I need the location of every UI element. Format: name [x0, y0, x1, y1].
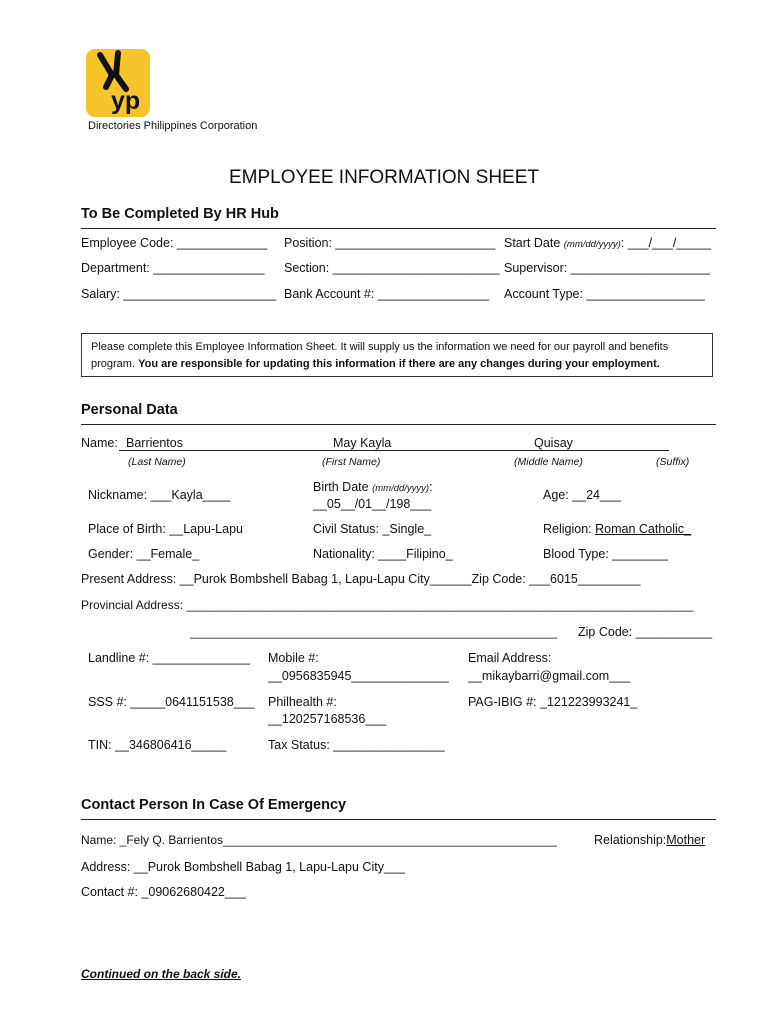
- emergency-contact-field: Contact #: _09062680422___: [81, 885, 246, 899]
- birth-date-value: __05__/01__/198___: [313, 497, 432, 511]
- personal-data-heading: Personal Data: [81, 402, 178, 418]
- pagibig-field: PAG-IBIG #: _121223993241_: [468, 695, 638, 709]
- philhealth-value: __120257168536___: [268, 712, 387, 726]
- relationship-field: Relationship:Mother: [594, 833, 706, 847]
- philhealth-label: Philhealth #:: [268, 695, 337, 709]
- hr-section-heading: To Be Completed By HR Hub: [81, 206, 279, 222]
- name-underline: [119, 450, 669, 451]
- age-field: Age: __24___: [543, 488, 621, 502]
- position-field: Position: _______________________: [284, 236, 496, 250]
- first-name-caption: (First Name): [322, 456, 381, 468]
- emergency-address-field: Address: __Purok Bombshell Babag 1, Lapu-Lapu City___: [81, 860, 405, 874]
- hr-divider: [81, 228, 716, 229]
- landline-field: Landline #: ______________: [88, 651, 250, 665]
- provincial-address-line2: _______________________________________________________: [190, 625, 558, 639]
- name-label: Name:: [81, 436, 122, 450]
- nationality-field: Nationality: ____Filipino_: [313, 547, 453, 561]
- notice-bold-text: You are responsible for updating this information if there are any changes during your employment.: [138, 358, 660, 370]
- personal-divider: [81, 424, 716, 425]
- bank-account-field: Bank Account #: ________________: [284, 287, 490, 301]
- mobile-value: __0956835945______________: [268, 669, 449, 683]
- suffix-caption: (Suffix): [656, 456, 690, 468]
- section-field: Section: ________________________: [284, 261, 500, 275]
- mobile-label: Mobile #:: [268, 651, 319, 665]
- account-type-field: Account Type: _________________: [504, 287, 705, 301]
- logo-text: yp: [111, 87, 141, 115]
- tin-field: TIN: __346806416_____: [88, 738, 227, 752]
- provincial-address-field: Provincial Address: ____________________________________________________________________________: [81, 598, 694, 612]
- tax-status-field: Tax Status: ________________: [268, 738, 445, 752]
- civil-status-field: Civil Status: _Single_: [313, 522, 432, 536]
- department-field: Department: ________________: [81, 261, 265, 275]
- emergency-name-field: Name: _Fely Q. Barrientos__________________________________________________: [81, 833, 557, 847]
- blood-type-field: Blood Type: ________: [543, 547, 668, 561]
- present-address-field: Present Address: __Purok Bombshell Babag 1, Lapu-Lapu City______Zip Code: ___6015_________: [81, 572, 641, 586]
- middle-name-value: Quisay: [534, 436, 573, 450]
- place-of-birth-field: Place of Birth: __Lapu-Lapu: [88, 522, 243, 536]
- last-name-value: Barrientos: [126, 436, 183, 450]
- page-title: EMPLOYEE INFORMATION SHEET: [228, 167, 540, 188]
- employee-code-field: Employee Code: _____________: [81, 236, 268, 250]
- supervisor-field: Supervisor: ____________________: [504, 261, 710, 275]
- middle-name-caption: (Middle Name): [514, 456, 583, 468]
- email-label: Email Address:: [468, 651, 552, 665]
- religion-field: Religion: Roman Catholic_: [543, 522, 692, 536]
- continued-note: Continued on the back side.: [81, 967, 242, 981]
- sss-field: SSS #: _____0641151538___: [88, 695, 255, 709]
- yp-logo: [86, 49, 150, 117]
- gender-field: Gender: __Female_: [88, 547, 200, 561]
- birth-date-label: Birth Date (mm/dd/yyyy):: [313, 480, 433, 494]
- email-value: __mikaybarri@gmail.com___: [468, 669, 631, 683]
- emergency-heading: Contact Person In Case Of Emergency: [81, 797, 347, 813]
- salary-field: Salary: ______________________: [81, 287, 277, 301]
- notice-box: [81, 333, 713, 377]
- company-name: Directories Philippines Corporation: [88, 120, 258, 132]
- start-date-field: Start Date (mm/dd/yyyy): ___/___/_____: [504, 236, 712, 250]
- zip-code-field-2: Zip Code: ___________: [578, 625, 713, 639]
- last-name-caption: (Last Name): [128, 456, 186, 468]
- first-name-value: May Kayla: [333, 436, 392, 450]
- emergency-divider: [81, 819, 716, 820]
- nickname-field: Nickname: ___Kayla____: [88, 488, 231, 502]
- notice-text: Please complete this Employee Information Sheet. It will supply us the information we need for our payroll and benefits program.: [91, 341, 669, 370]
